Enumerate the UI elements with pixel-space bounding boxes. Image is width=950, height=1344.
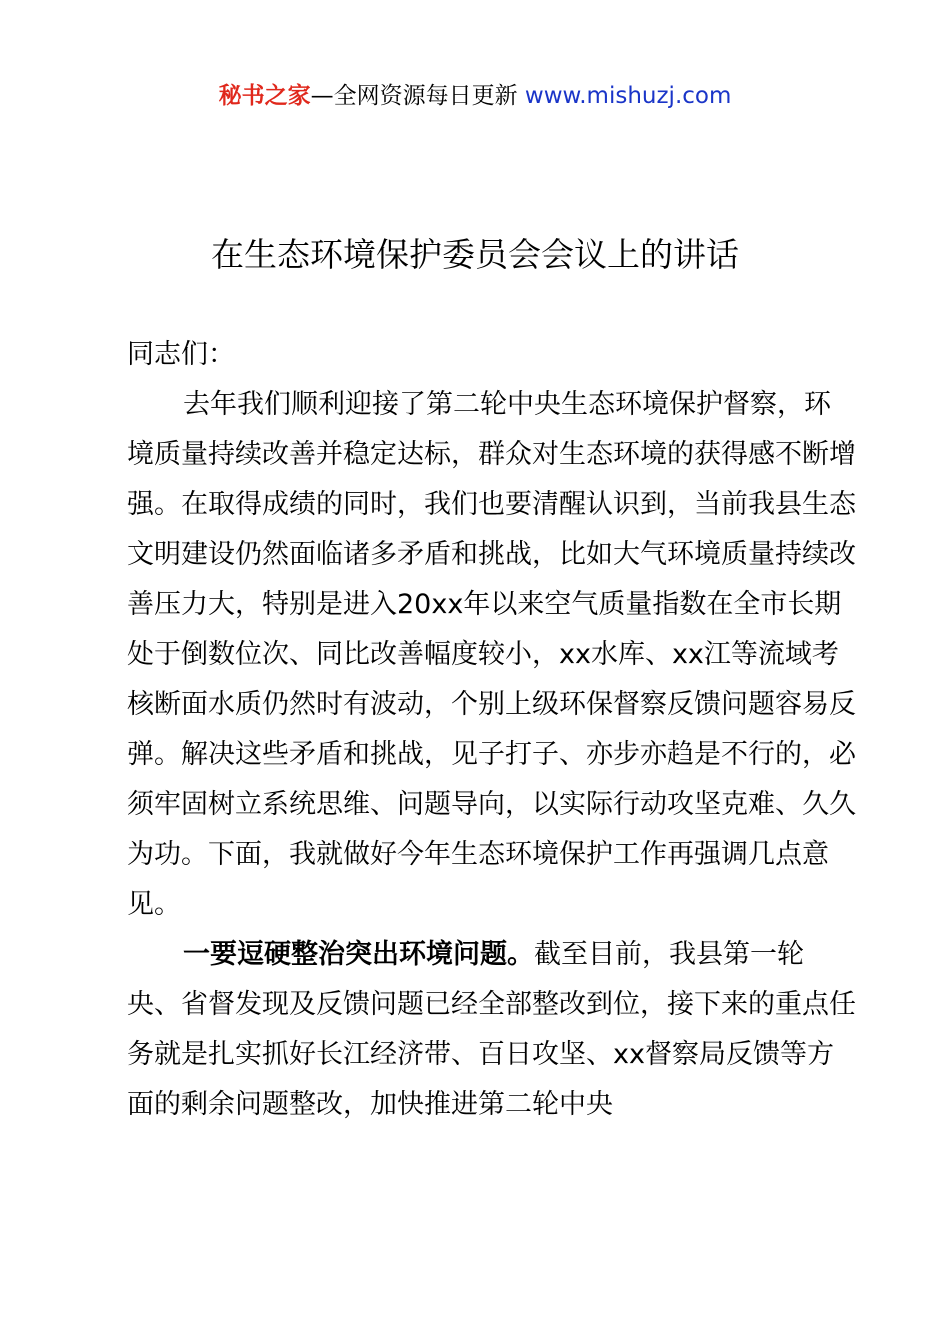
site-header xyxy=(0,80,950,112)
paragraph-point-one xyxy=(127,930,857,1130)
document-title: 在生态环境保护委员会会议上的讲话 xyxy=(211,235,739,274)
paragraph-intro: 去年我们顺利迎接了第二轮中央生态环境保护督察，环境质量持续改善并稳定达标，群众对生态环境的获得感不断增强。在取得成绩的同时，我们也要清醒认识到，当前我县生态文明建设仍然面临诸多矛盾和挑战，比如大气环境质量持续改善压力大，特别是进入20xx年以来空气质量指数在全市长期处于倒数位次、同比改善幅度较小，xx水库、xx江等流域考核断面水质仍然时有波动，个别上级环保督察反馈问题容易反弹。解决这些矛盾和挑战，见子打子、亦步亦趋是不行的，必须牢固树立系统思维、问题导向，以实际行动攻坚克难、久久为功。下面，我就做好今年生态环境保护工作再强调几点意见。 xyxy=(127,389,856,920)
site-brand: 秘书之家 xyxy=(218,83,311,109)
paragraph-point-one-heading: 一要逗硬整治突出环境问题。 xyxy=(183,939,534,970)
document-body xyxy=(127,330,857,1130)
site-url[interactable]: www.mishuzj.com xyxy=(524,83,732,109)
paragraph-point-one-text: 截至目前，我县第一轮央、省督发现及反馈问题已经全部整改到位，接下来的重点任务就是扎实抓好长江经济带、百日攻坚、xx督察局反馈等方面的剩余问题整改，加快推进第二轮中央 xyxy=(127,939,856,1120)
site-tagline: —全网资源每日更新 xyxy=(310,83,518,109)
salutation: 同志们： xyxy=(127,339,235,370)
